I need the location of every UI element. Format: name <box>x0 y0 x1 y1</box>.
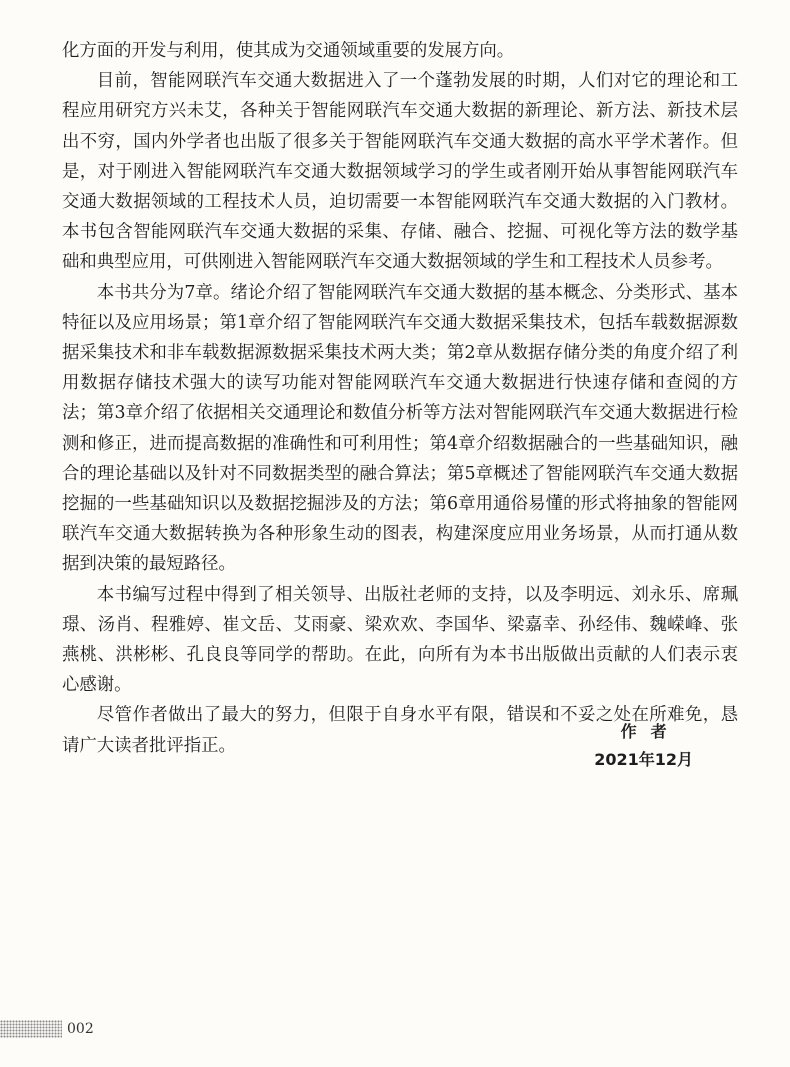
paragraph-chapter-overview: 本书共分为7章。绪论介绍了智能网联汽车交通大数据的基本概念、分类形式、基本特征以及应用场景；第1章介绍了智能网联汽车交通大数据采集技术，包括车载数据源数据采集技术和非车载数据源数据采集技术两大类；第2章从数据存储分类的角度介绍了利用数据存储技术强大的读写功能对智能网联汽车交通大数据进行快速存储和查阅的方法；第3章介绍了依据相关交通理论和数值分析等方法对智能网联汽车交通大数据进行检测和修正，进而提高数据的准确性和可利用性；第4章介绍数据融合的一些基础知识，融合的理论基础以及针对不同数据类型的融合算法；第5章概述了智能网联汽车交通大数据挖掘的一些基础知识以及数据挖掘涉及的方法；第6章用通俗易懂的形式将抽象的智能网联汽车交通大数据转换为各种形象生动的图表，构建深度应用业务场景，从而打通从数据到决策的最短路径。 <box>62 282 738 575</box>
paragraph-closing: 尽管作者做出了最大的努力，但限于自身水平有限，错误和不妥之处在所难免，恳请广大读者批评指正。 <box>62 705 738 756</box>
paragraph-research-status: 目前，智能网联汽车交通大数据进入了一个蓬勃发展的时期，人们对它的理论和工程应用研究方兴未艾，各种关于智能网联汽车交通大数据的新理论、新方法、新技术层出不穷，国内外学者也出版了很多关于智能网联汽车交通大数据的高水平学术著作。但是，对于刚进入智能网联汽车交通大数据领域学习的学生或者刚开始从事智能网联汽车交通大数据领域的工程技术人员，迫切需要一本智能网联汽车交通大数据的入门教材。本书包含智能网联汽车交通大数据的采集、存储、融合、挖掘、可视化等方法的数学基础和典型应用，可供刚进入智能网联汽车交通大数据领域的学生和工程技术人员参考。 <box>62 71 738 273</box>
paragraph-continuation: 化方面的开发与利用，使其成为交通领域重要的发展方向。 <box>62 41 515 61</box>
dot-pattern-decoration <box>0 1020 62 1038</box>
signature-author: 作者 <box>620 722 681 741</box>
paragraph-acknowledgements: 本书编写过程中得到了相关领导、出版社老师的支持，以及李明远、刘永乐、席珮璟、汤肖、程雅婷、崔文岳、艾雨豪、梁欢欢、李国华、梁嘉幸、孙经伟、魏嵘峰、张燕桃、洪彬彬、孔良良等同学的帮助。在此，向所有为本书出版做出贡献的人们表示衷心感谢。 <box>62 584 738 696</box>
page-number: 002 <box>67 1021 94 1037</box>
signature-date: 2021年12月 <box>594 750 693 769</box>
signature-block <box>594 718 693 774</box>
page-footer <box>0 1018 94 1040</box>
document-body <box>62 36 738 761</box>
